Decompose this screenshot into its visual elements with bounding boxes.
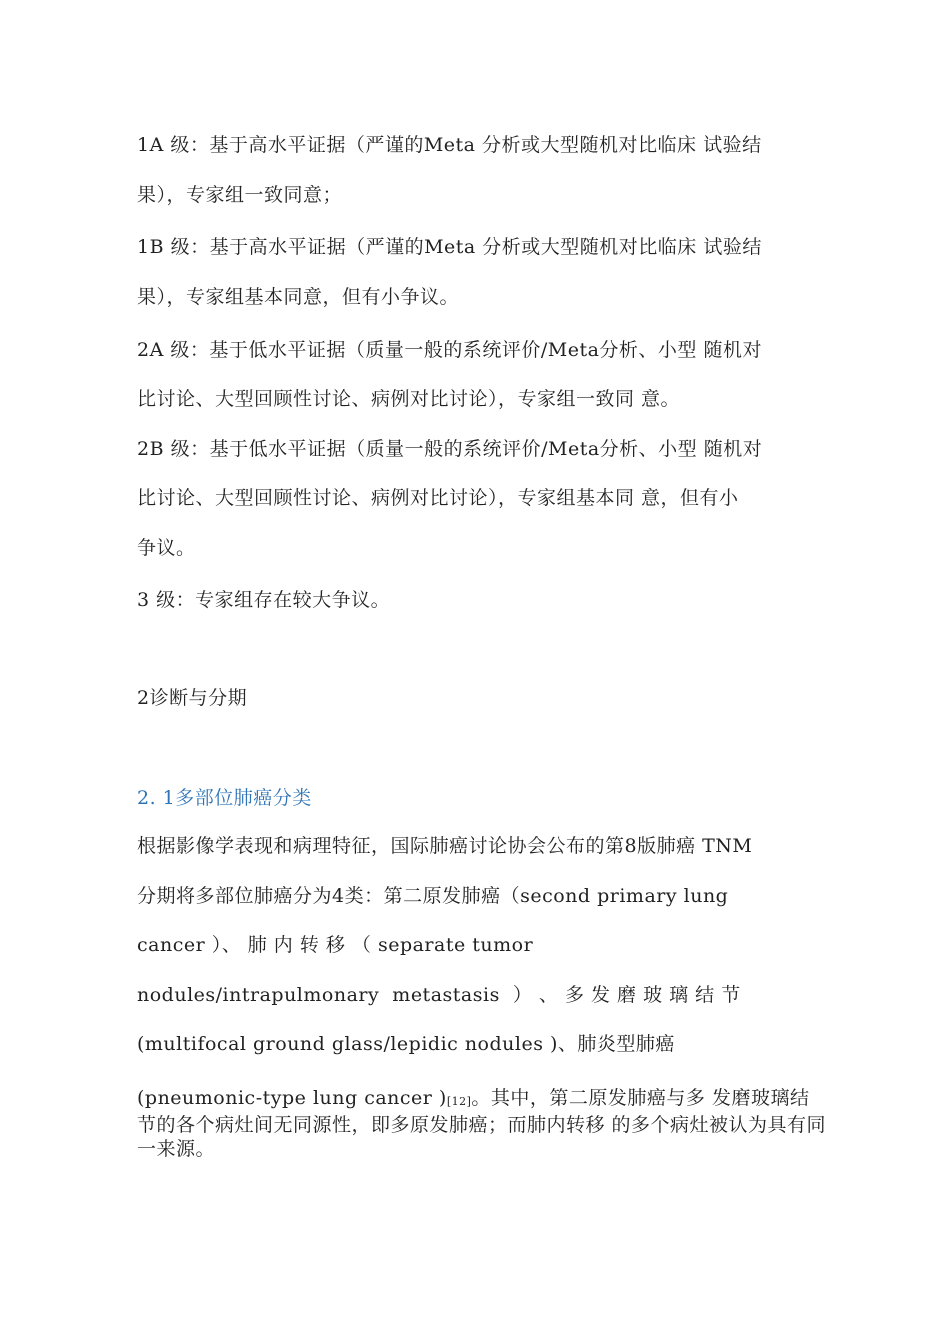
citation-ref: [12] [446,1095,472,1108]
section-title: 2诊断与分期 [137,687,248,709]
body-paragraph-end [137,1086,827,1161]
grade-2b-line-3: 争议。 [137,537,196,559]
body-line-3: cancer ）、 肺 内 转 移 （ separate tumor [137,934,534,956]
grade-2b-line-1: 2B 级：基于低水平证据（质量一般的系统评价/Meta分析、小型 随机对 [137,438,763,460]
grade-2a-line-1: 2A 级：基于低水平证据（质量一般的系统评价/Meta分析、小型 随机对 [137,339,762,361]
grade-1a-line-2: 果），专家组一致同意； [137,184,343,206]
grade-2a-line-2: 比讨论、大型回顾性讨论、病例对比讨论），专家组一致同 意。 [137,388,681,410]
body-line-2: 分期将多部位肺癌分为4类：第二原发肺癌（second primary lung [137,885,729,907]
body-line-6a: (pneumonic-type lung cancer ) [137,1087,447,1109]
body-line-4: nodules/intrapulmonary metastasis ） 、 多 发 磨 玻 璃 结 节 [137,984,741,1006]
body-line-6b: 。其中，第二原发肺癌与多 发磨玻璃结节的各个病灶间无同源性，即多原发肺癌；而肺内转移 的多个病灶被认为具有同一来源。 [137,1087,827,1160]
grade-1b-line-2: 果），专家组基本同意，但有小争议。 [137,286,460,308]
grade-1a-line-1: 1A 级：基于高水平证据（严谨的Meta 分析或大型随机对比临床 试验结 [137,134,762,156]
grade-3-line-1: 3 级：专家组存在较大争议。 [137,589,391,611]
body-line-5: (multifocal ground glass/lepidic nodules )、肺炎型肺癌 [137,1033,675,1055]
grade-1b-line-1: 1B 级：基于高水平证据（严谨的Meta 分析或大型随机对比临床 试验结 [137,236,762,258]
body-line-1: 根据影像学表现和病理特征，国际肺癌讨论协会公布的第8版肺癌 TNM [137,835,753,857]
subsection-title: 2. 1多部位肺癌分类 [137,787,312,809]
grade-2b-line-2: 比讨论、大型回顾性讨论、病例对比讨论），专家组基本同 意，但有小 [137,487,739,509]
